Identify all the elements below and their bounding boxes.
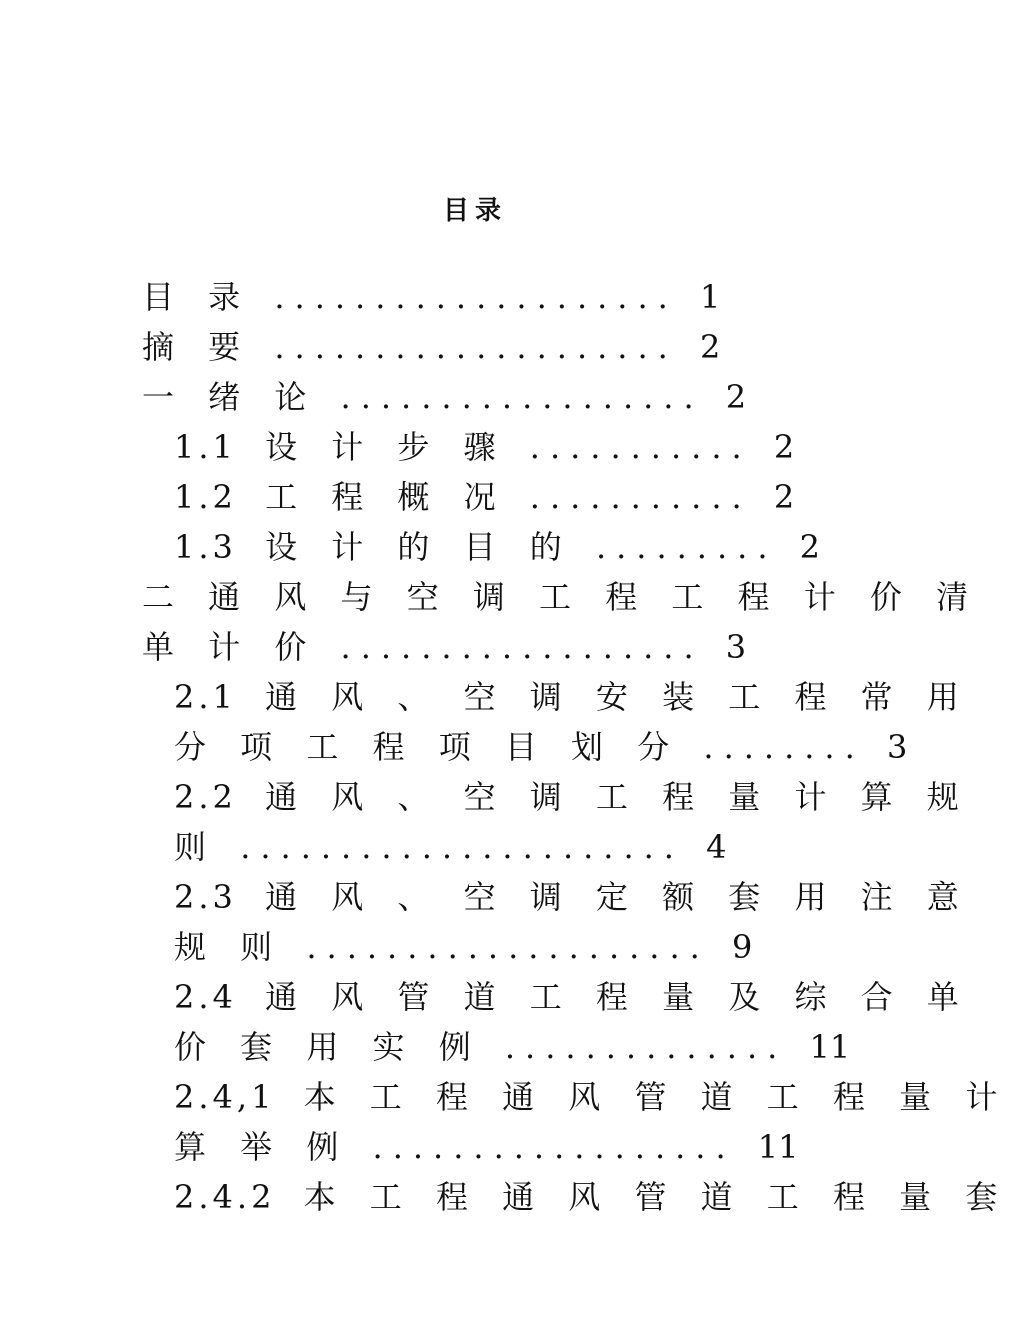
toc-entry-text: 设 计 的 目 的 <box>265 528 574 566</box>
toc-section-number: 1.2 <box>174 478 237 516</box>
toc-leader: ........ <box>703 728 865 766</box>
toc-entry-text: 二 通 风 与 空 调 工 程 工 程 计 价 清 <box>142 578 981 616</box>
toc-page-number: 9 <box>731 928 753 966</box>
toc-entry-continuation <box>142 622 812 672</box>
toc-leader: .................. <box>340 628 704 666</box>
toc-section-number: 2.4 <box>174 978 237 1016</box>
toc-leader: ........... <box>529 428 752 466</box>
toc-entry-text: 一 绪 论 <box>142 378 319 416</box>
toc-entry <box>174 1072 1009 1122</box>
toc-entry <box>174 522 821 572</box>
toc-entry-text: 单 计 价 <box>142 628 319 666</box>
toc-page-number: 2 <box>699 328 721 366</box>
toc-entry-continuation <box>174 1122 812 1172</box>
toc-entry-text: 规 则 <box>174 928 285 966</box>
toc-page-number: 2 <box>773 428 795 466</box>
toc-entry-continuation <box>174 722 908 772</box>
toc-entry-text: 本 工 程 通 风 管 道 工 程 量 计 <box>303 1078 1009 1116</box>
toc-entry <box>174 772 971 822</box>
toc-section-number: 2.3 <box>174 878 237 916</box>
page-title: 目录 <box>442 196 507 226</box>
toc-entry-text: 目 录 <box>142 278 253 316</box>
toc-leader: .............. <box>504 1028 788 1066</box>
toc-page-number: 11 <box>757 1128 799 1166</box>
toc-entry <box>174 872 971 922</box>
toc-page-number: 1 <box>699 278 721 316</box>
toc-leader: .................. <box>372 1128 736 1166</box>
toc-entry-text: 通 风 、 空 调 安 装 工 程 常 用 <box>265 678 971 716</box>
toc-leader: ...................... <box>240 828 684 866</box>
toc-leader: .................... <box>274 278 678 316</box>
toc-entry <box>174 972 971 1022</box>
toc-leader: .................... <box>306 928 710 966</box>
toc-entry-text: 通 风 管 道 工 程 量 及 综 合 单 <box>265 978 971 1016</box>
toc-section-number: 2.4,1 <box>174 1078 276 1116</box>
toc-page-number: 4 <box>706 828 727 866</box>
toc-leader: ......... <box>595 528 778 566</box>
toc-entry-text: 分 项 工 程 项 目 划 分 <box>174 728 682 766</box>
toc-page-number: 2 <box>799 528 821 566</box>
toc-entry-text: 算 举 例 <box>174 1128 351 1166</box>
toc-leader: ........... <box>529 478 752 516</box>
toc-leader: .................... <box>274 328 678 366</box>
toc-entry <box>174 472 812 522</box>
toc-entry <box>142 322 812 372</box>
toc-entry-text: 通 风 、 空 调 工 程 量 计 算 规 <box>265 778 971 816</box>
toc-entry <box>174 1172 1009 1222</box>
toc-entry <box>142 272 812 322</box>
toc-section-number: 2.4.2 <box>174 1178 276 1216</box>
toc-leader: .................. <box>340 378 704 416</box>
toc-entry-text: 摘 要 <box>142 328 253 366</box>
toc-page-number: 2 <box>725 378 747 416</box>
toc-page-number: 2 <box>773 478 795 516</box>
toc-entry <box>174 672 971 722</box>
toc-entry-text: 通 风 、 空 调 定 额 套 用 注 意 <box>265 878 971 916</box>
toc-entry-text: 设 计 步 骤 <box>265 428 508 466</box>
toc-page-number: 3 <box>725 628 747 666</box>
toc-entry-text: 本 工 程 通 风 管 道 工 程 量 套 <box>303 1178 1009 1216</box>
toc-section-number: 2.2 <box>174 778 237 816</box>
toc-entry-text: 价 套 用 实 例 <box>174 1028 483 1066</box>
toc-entry-continuation <box>174 922 812 972</box>
toc-page-number: 3 <box>886 728 908 766</box>
toc-section-number: 1.1 <box>174 428 237 466</box>
toc-entry <box>174 422 812 472</box>
toc-entry-text: 则 <box>174 828 219 866</box>
toc-section-number: 2.1 <box>174 678 237 716</box>
toc-entry <box>142 572 981 622</box>
toc-entry-continuation <box>174 822 812 872</box>
toc-entry-text: 工 程 概 况 <box>265 478 508 516</box>
toc-page-number: 11 <box>809 1028 851 1066</box>
toc-entry <box>142 372 812 422</box>
toc-section-number: 1.3 <box>174 528 237 566</box>
toc-entry-continuation <box>174 1022 851 1072</box>
